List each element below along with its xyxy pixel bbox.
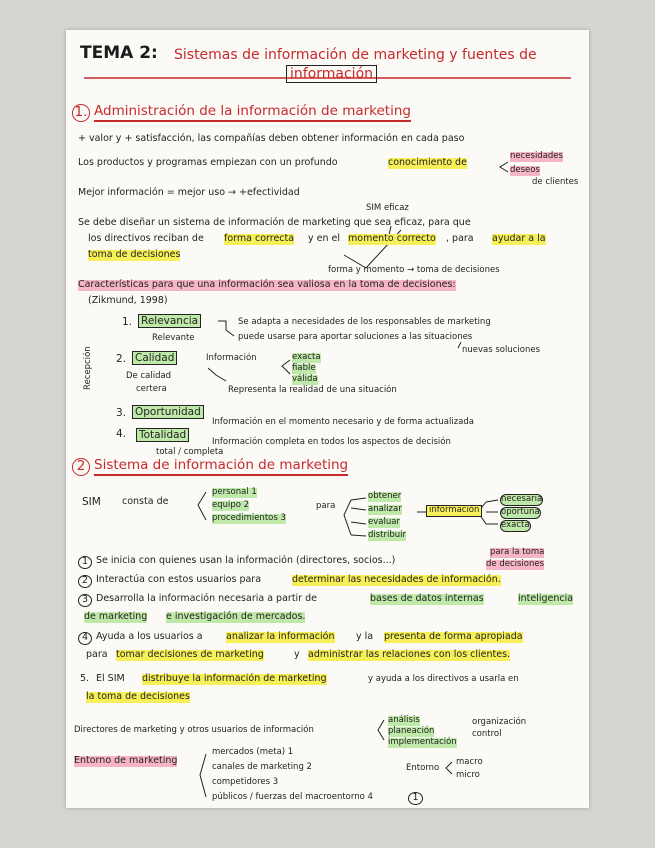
entorno-micro: micro <box>456 770 480 780</box>
char1-number: 1. <box>122 316 133 328</box>
char2-fiable: fiable <box>292 363 316 373</box>
item3-inteligencia: inteligencia <box>518 593 574 604</box>
part-personal: personal 1 <box>212 487 257 497</box>
item3-investigacion: e investigación de mercados. <box>166 611 306 622</box>
bullet-4-line1: Se debe diseñar un sistema de información de marketing que sea eficaz, para que <box>78 217 471 228</box>
char2-number: 2. <box>116 353 127 365</box>
item4-text-e: para <box>86 649 108 660</box>
recepcion-label: Recepción <box>83 346 93 390</box>
verb-evaluar: evaluar <box>368 517 400 527</box>
item3-text-a: Desarrolla la información necesaria a partir de <box>96 593 317 604</box>
func-organizacion: organización <box>472 717 527 727</box>
item3-bases: bases de datos internas <box>370 593 484 604</box>
func-implementacion: implementación <box>388 737 457 747</box>
consta-label: consta de <box>122 496 169 507</box>
quality-oportuna: oportuna <box>501 507 540 517</box>
sim-eficaz-note: SIM eficaz <box>366 203 409 213</box>
char4-line: Información completa en todos los aspectos de decisión <box>212 437 451 447</box>
char3-oportunidad: Oportunidad <box>132 405 204 419</box>
item2-text-b: determinar las necesidades de información. <box>292 574 501 585</box>
entorno-item1: mercados (meta) 1 <box>212 747 294 757</box>
char1-line-a: Se adapta a necesidades de los responsables de marketing <box>238 317 491 327</box>
verb-obtener: obtener <box>368 491 402 501</box>
directores-label: Directores de marketing y otros usuarios de información <box>74 725 314 735</box>
char3-number: 3. <box>116 407 127 419</box>
char2-sub1: De calidad <box>126 371 172 381</box>
page-title-line2: información <box>286 65 377 83</box>
notebook-page <box>66 30 589 808</box>
bullet-4-under-note: forma y momento → toma de decisiones <box>328 265 500 275</box>
item5-number: 5. <box>80 673 90 684</box>
func-analisis: análisis <box>388 715 420 725</box>
item4-text-c: y la <box>356 631 374 642</box>
item4-text-a: Ayuda a los usuarios a <box>96 631 203 642</box>
item4-administrar: administrar las relaciones con los clientes. <box>308 649 511 660</box>
char2-exacta: exacta <box>292 352 321 362</box>
char4-sub: total / completa <box>156 447 224 457</box>
entorno-item2: canales de marketing 2 <box>212 762 312 772</box>
item3-marketing: de marketing <box>84 611 148 622</box>
bullet-5a: Características para que una información sea valiosa en la toma de decisiones: <box>78 279 456 290</box>
bullet-4-line2a: los directivos reciban de <box>88 233 204 244</box>
bullet-4-ayudar: ayudar a la <box>492 233 546 244</box>
bullet-1: + valor y + satisfacción, las compañías deben obtener información en cada paso <box>78 133 465 144</box>
char1-line-b: puede usarse para aportar soluciones a las situaciones <box>238 332 473 342</box>
func-control: control <box>472 729 502 739</box>
toma-a: para la toma <box>490 547 545 557</box>
entorno-item3: competidores 3 <box>212 777 279 787</box>
section2-title: Sistema de información de marketing <box>94 458 348 476</box>
char4-totalidad: Totalidad <box>136 428 189 442</box>
item1-number: 1 <box>78 556 92 569</box>
bullet-4-forma-correcta: forma correcta <box>224 233 295 244</box>
entorno-label: Entorno de marketing <box>74 755 178 766</box>
item4-number: 4 <box>78 632 92 645</box>
para-label: para <box>316 501 336 511</box>
item5-toma: la toma de decisiones <box>86 691 190 702</box>
char2-sub2: certera <box>136 384 167 394</box>
char2-valida: válida <box>292 374 318 384</box>
char2-informacion: Información <box>206 353 257 363</box>
item2-number: 2 <box>78 575 92 588</box>
entorno-word: Entorno <box>406 763 440 773</box>
item3-number: 3 <box>78 594 92 607</box>
section1-title: Administración de la información de marketing <box>94 104 411 122</box>
info-box: información <box>426 505 482 517</box>
bullet-3: Mejor información = mejor uso → +efectividad <box>78 187 300 198</box>
item4-analizar: analizar la información <box>226 631 335 642</box>
verb-distribuir: distribuir <box>368 530 407 540</box>
page-number: 1 <box>408 792 423 805</box>
item4-tomar: tomar decisiones de marketing <box>116 649 264 660</box>
bullet-4-line2e: , para <box>446 233 474 244</box>
char4-number: 4. <box>116 428 127 440</box>
part-equipo: equipo 2 <box>212 500 250 510</box>
quality-necesaria: necesaria <box>501 494 543 504</box>
bullet-4-toma: toma de decisiones <box>88 249 181 260</box>
quality-exacta: exacta <box>501 520 530 530</box>
item4-text-g: y <box>294 649 300 660</box>
tema-label: TEMA 2: <box>80 43 158 63</box>
entorno-macro: macro <box>456 757 483 767</box>
toma-b: de decisiones <box>486 559 545 569</box>
bullet-2-necesidades: necesidades <box>510 151 563 161</box>
bullet-2-deseos: deseos <box>510 165 540 175</box>
char3-line: Información en el momento necesario y de forma actualizada <box>212 417 474 427</box>
char2-calidad: Calidad <box>132 351 177 365</box>
func-planeacion: planeación <box>388 726 435 736</box>
verb-analizar: analizar <box>368 504 402 514</box>
item5-text-a: El SIM <box>96 673 125 684</box>
item2-text-a: Interactúa con estos usuarios para <box>96 574 262 585</box>
bullet-2a: Los productos y programas empiezan con un profundo <box>78 157 338 168</box>
section2-number: 2 <box>72 458 90 476</box>
bullet-4-momento-correcto: momento correcto <box>348 233 436 244</box>
char1-line-c: nuevas soluciones <box>462 345 541 355</box>
sim-label: SIM <box>82 496 101 508</box>
page-title-line1: Sistemas de información de marketing y fuentes de <box>174 47 537 63</box>
item4-presenta: presenta de forma apropiada <box>384 631 523 642</box>
bullet-5b: (Zikmund, 1998) <box>88 295 168 306</box>
char2-realidad: Representa la realidad de una situación <box>228 385 397 395</box>
section1-number: 1. <box>72 104 90 122</box>
part-procedimientos: procedimientos 3 <box>212 513 286 523</box>
bullet-2-conocimiento: conocimiento de <box>388 157 467 168</box>
item5-distribuye: distribuye la información de marketing <box>142 673 327 684</box>
item5-text-c: y ayuda a los directivos a usarla en <box>368 674 519 684</box>
entorno-item4: públicos / fuerzas del macroentorno 4 <box>212 792 373 802</box>
char1-relevancia: Relevancia <box>138 314 201 328</box>
char1-relevante: Relevante <box>152 333 195 343</box>
bullet-2-clientes: de clientes <box>532 177 579 187</box>
item1-text: Se inicia con quienes usan la información (directores, socios...) <box>96 555 396 566</box>
bullet-4-line2c: y en el <box>308 233 341 244</box>
